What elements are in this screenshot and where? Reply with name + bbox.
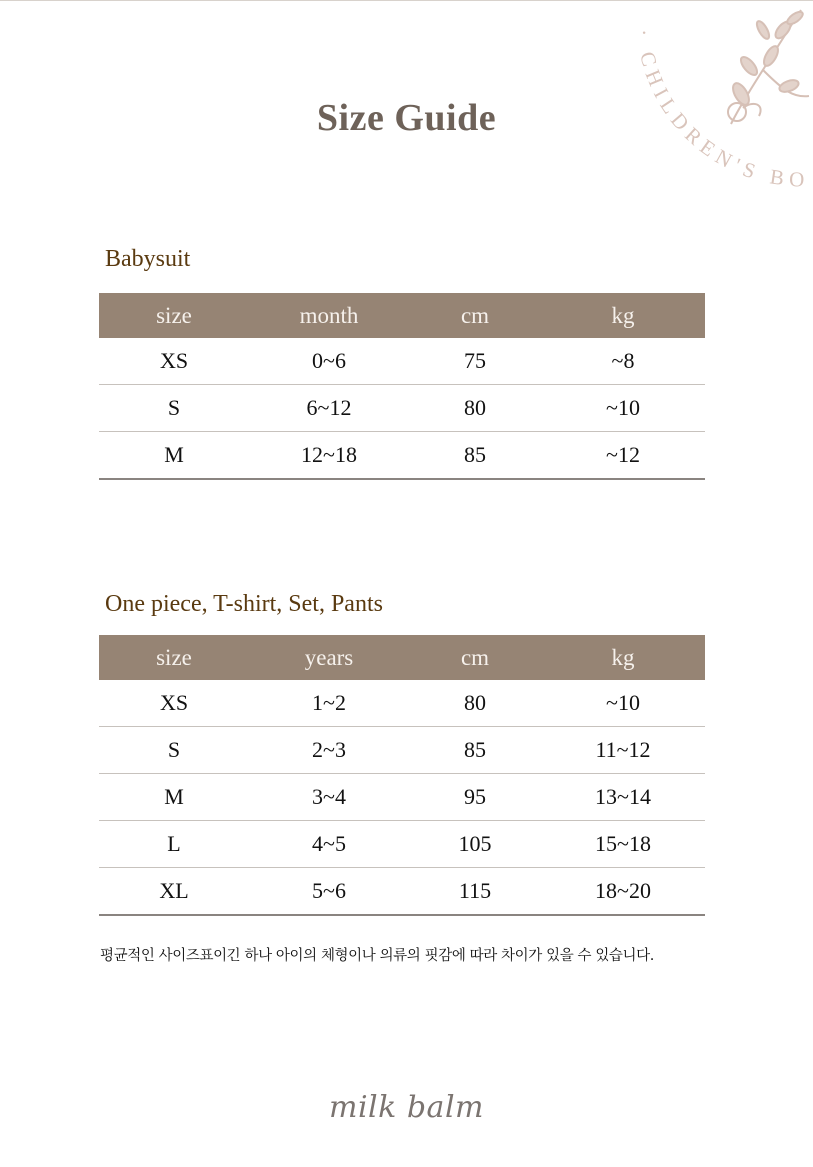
cell-cm: 95 [409,774,541,821]
cell-kg: 11~12 [541,727,705,774]
table-row [99,432,705,480]
cell-kg: ~10 [541,385,705,432]
cell-size: XS [99,680,249,727]
size-disclaimer-note: 평균적인 사이즈표이긴 하나 아이의 체형이나 의류의 핏감에 따라 차이가 있을 수 있습니다. [100,948,654,964]
seal-text: · CHILDREN'S BO [631,28,811,192]
page-title: Size Guide [316,97,497,139]
table-header-row [99,635,705,680]
cell-kg: 18~20 [541,868,705,916]
cell-years: 4~5 [249,821,409,868]
table-row [99,821,705,868]
cell-kg: ~12 [541,432,705,480]
cell-cm: 85 [409,432,541,480]
babysuit-size-table [99,293,705,480]
table-row [99,774,705,821]
table-row [99,727,705,774]
cell-size: XS [99,338,249,385]
cell-size: XL [99,868,249,916]
section-title-clothing: One piece, T-shirt, Set, Pants [105,591,383,617]
table-header-row [99,293,705,338]
brand-logo: milk balm [329,1090,484,1125]
table-row [99,680,705,727]
header-years: years [249,635,409,680]
cell-years: 3~4 [249,774,409,821]
clothing-size-table [99,635,705,916]
cell-cm: 80 [409,385,541,432]
cell-cm: 115 [409,868,541,916]
cell-years: 2~3 [249,727,409,774]
header-cm: cm [409,635,541,680]
cell-kg: 15~18 [541,821,705,868]
header-kg: kg [541,293,705,338]
cell-years: 1~2 [249,680,409,727]
cell-years: 5~6 [249,868,409,916]
table-row [99,868,705,916]
cell-cm: 80 [409,680,541,727]
header-cm: cm [409,293,541,338]
header-kg: kg [541,635,705,680]
section-title-babysuit: Babysuit [105,246,191,272]
header-month: month [249,293,409,338]
header-size: size [99,635,249,680]
cell-kg: ~10 [541,680,705,727]
cell-cm: 105 [409,821,541,868]
cell-month: 6~12 [249,385,409,432]
cell-kg: ~8 [541,338,705,385]
cell-month: 12~18 [249,432,409,480]
cell-size: S [99,727,249,774]
cell-cm: 85 [409,727,541,774]
cell-size: L [99,821,249,868]
table-row [99,385,705,432]
cell-size: M [99,432,249,480]
table-row [99,338,705,385]
cell-cm: 75 [409,338,541,385]
cell-month: 0~6 [249,338,409,385]
cell-kg: 13~14 [541,774,705,821]
header-size: size [99,293,249,338]
cell-size: M [99,774,249,821]
cell-size: S [99,385,249,432]
